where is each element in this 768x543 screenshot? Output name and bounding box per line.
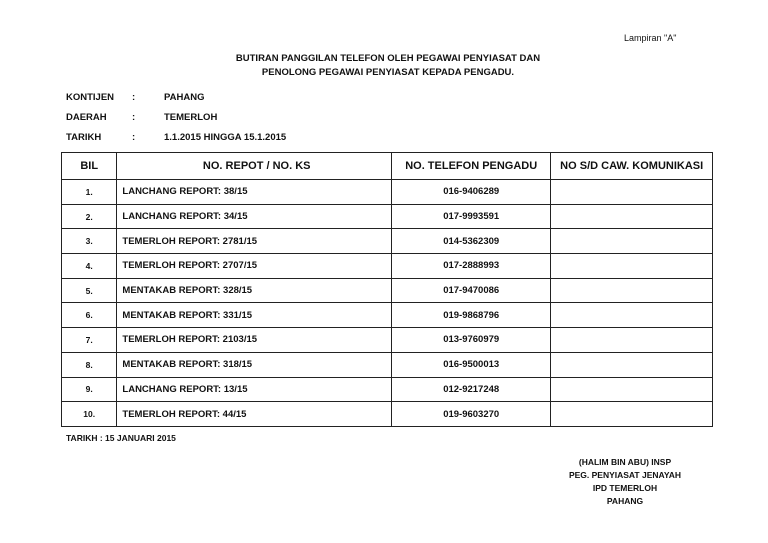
footer-date: TARIKH : 15 JANUARI 2015 (66, 433, 176, 443)
table-header-row (62, 153, 713, 180)
cell-komunikasi (551, 278, 713, 303)
cell-telefon: 016-9500013 (392, 352, 551, 377)
signature-block (560, 456, 690, 508)
cell-bil: 5. (62, 278, 117, 303)
cell-komunikasi (551, 402, 713, 427)
cell-repot: TEMERLOH REPORT: 2103/15 (117, 328, 392, 353)
cell-bil: 4. (62, 254, 117, 279)
info-block (66, 92, 286, 152)
cell-komunikasi (551, 229, 713, 254)
cell-repot: LANCHANG REPORT: 38/15 (117, 180, 392, 205)
cell-bil: 2. (62, 204, 117, 229)
info-colon: : (132, 132, 136, 143)
header-komunikasi: NO S/D CAW. KOMUNIKASI (551, 153, 713, 180)
info-row-daerah (66, 112, 286, 132)
cell-telefon: 019-9868796 (392, 303, 551, 328)
info-colon: : (132, 92, 136, 103)
cell-bil: 7. (62, 328, 117, 353)
header-repot: NO. REPOT / NO. KS (117, 153, 392, 180)
cell-repot: LANCHANG REPORT: 34/15 (117, 204, 392, 229)
cell-komunikasi (551, 180, 713, 205)
cell-bil: 8. (62, 352, 117, 377)
table-row (62, 278, 713, 303)
cell-bil: 6. (62, 303, 117, 328)
info-label: TARIKH (66, 132, 102, 143)
cell-komunikasi (551, 254, 713, 279)
table-row (62, 303, 713, 328)
cell-komunikasi (551, 352, 713, 377)
cell-telefon: 014-5362309 (392, 229, 551, 254)
cell-repot: MENTAKAB REPORT: 328/15 (117, 278, 392, 303)
cell-telefon: 016-9406289 (392, 180, 551, 205)
table-row (62, 402, 713, 427)
cell-bil: 10. (62, 402, 117, 427)
signature-line: PAHANG (606, 496, 644, 506)
calls-table (61, 152, 713, 427)
title-line-2: PENOLONG PEGAWAI PENYIASAT KEPADA PENGADU. (261, 67, 515, 78)
signature-line: IPD TEMERLOH (592, 483, 658, 493)
signature-line: (HALIM BIN ABU) INSP (578, 457, 672, 467)
header-bil: BIL (62, 153, 117, 180)
table-row (62, 377, 713, 402)
info-row-tarikh (66, 132, 286, 152)
info-value: PAHANG (164, 92, 205, 103)
info-label: KONTIJEN (66, 92, 115, 103)
cell-telefon: 017-9993591 (392, 204, 551, 229)
table-row (62, 352, 713, 377)
header-telefon: NO. TELEFON PENGADU (392, 153, 551, 180)
cell-komunikasi (551, 204, 713, 229)
cell-repot: TEMERLOH REPORT: 2707/15 (117, 254, 392, 279)
cell-bil: 1. (62, 180, 117, 205)
cell-telefon: 017-2888993 (392, 254, 551, 279)
cell-repot: TEMERLOH REPORT: 44/15 (117, 402, 392, 427)
table-body (62, 180, 713, 427)
cell-bil: 9. (62, 377, 117, 402)
cell-repot: TEMERLOH REPORT: 2781/15 (117, 229, 392, 254)
table-row (62, 204, 713, 229)
document-title (180, 52, 596, 80)
cell-telefon: 012-9217248 (392, 377, 551, 402)
lampiran-label: Lampiran "A" (624, 33, 677, 43)
info-value: TEMERLOH (164, 112, 218, 123)
table-row (62, 254, 713, 279)
table-row (62, 229, 713, 254)
cell-telefon: 013-9760979 (392, 328, 551, 353)
cell-telefon: 019-9603270 (392, 402, 551, 427)
table-row (62, 328, 713, 353)
cell-repot: MENTAKAB REPORT: 331/15 (117, 303, 392, 328)
info-label: DAERAH (66, 112, 107, 123)
info-row-kontijen (66, 92, 286, 112)
cell-bil: 3. (62, 229, 117, 254)
cell-repot: LANCHANG REPORT: 13/15 (117, 377, 392, 402)
info-value: 1.1.2015 HINGGA 15.1.2015 (164, 132, 287, 143)
table-row (62, 180, 713, 205)
cell-repot: MENTAKAB REPORT: 318/15 (117, 352, 392, 377)
info-colon: : (132, 112, 136, 123)
cell-telefon: 017-9470086 (392, 278, 551, 303)
signature-line: PEG. PENYIASAT JENAYAH (568, 470, 682, 480)
title-line-1: BUTIRAN PANGGILAN TELEFON OLEH PEGAWAI PENYIASAT DAN (235, 53, 541, 64)
cell-komunikasi (551, 328, 713, 353)
cell-komunikasi (551, 377, 713, 402)
cell-komunikasi (551, 303, 713, 328)
